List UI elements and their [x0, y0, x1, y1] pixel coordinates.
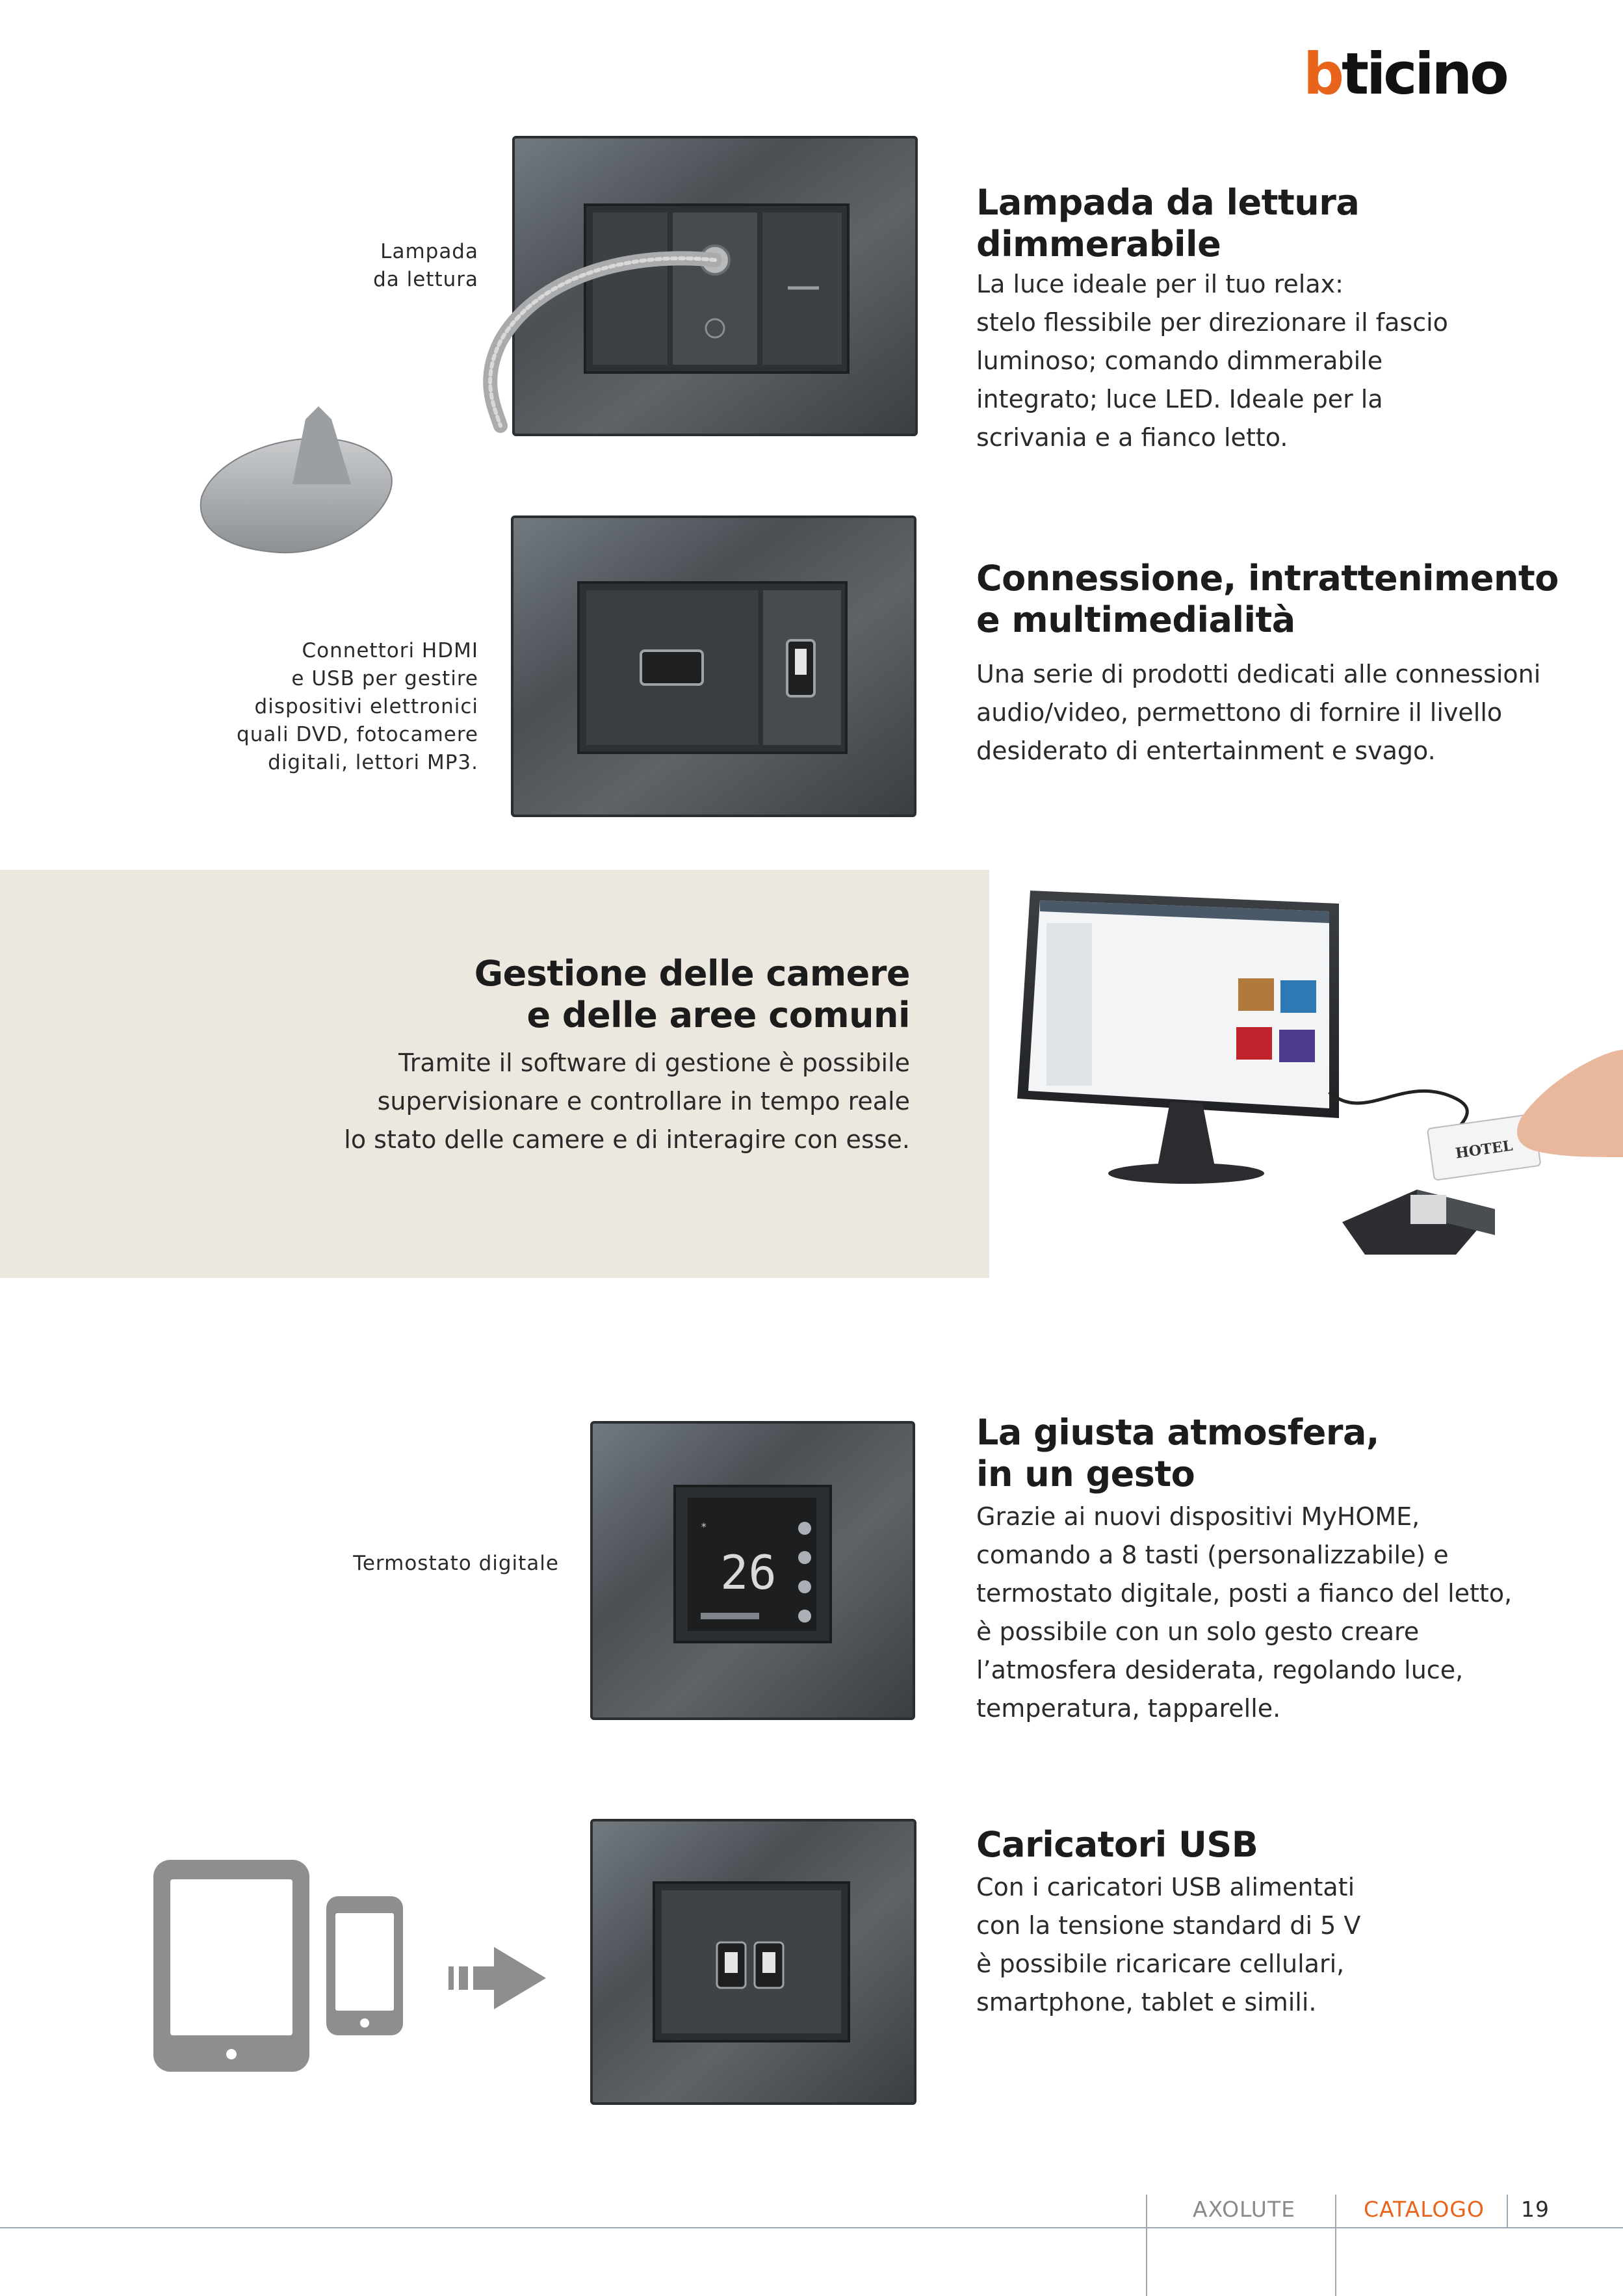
title-connessione-line2: e multimedialità	[976, 599, 1295, 640]
body-lampada-1: La luce ideale per il tuo relax:	[976, 270, 1344, 298]
body-atmosfera-2: comando a 8 tasti (personalizzabile) e	[976, 1541, 1449, 1569]
title-gestione-line1: Gestione delle camere	[474, 953, 910, 994]
body-lampada-4: integrato; luce LED. Ideale per la	[976, 385, 1383, 413]
title-atmosfera-line1: La giusta atmosfera,	[976, 1412, 1379, 1453]
body-atmosfera-3: termostato digitale, posti a fianco del letto,	[976, 1579, 1513, 1608]
svg-text:26: 26	[720, 1545, 777, 1600]
footer-divider-1	[1146, 2195, 1147, 2296]
body-atmosfera-4: è possibile con un solo gesto creare	[976, 1617, 1420, 1646]
footer-axolute: AXOLUTE	[1193, 2197, 1295, 2222]
title-connessione-line1: Connessione, intrattenimento	[976, 558, 1559, 599]
footer-catalogo: CATALOGO	[1364, 2197, 1485, 2222]
title-atmosfera-line2: in un gesto	[976, 1454, 1195, 1494]
hdmi-usb-plate-image	[511, 515, 918, 818]
body-atmosfera-1: Grazie ai nuovi dispositivi MyHOME,	[976, 1502, 1420, 1531]
reading-lamp-image	[195, 133, 923, 562]
body-lampada-3: luminoso; comando dimmerabile	[976, 346, 1383, 375]
body-lampada-2: stelo flessibile per direzionare il fascio	[976, 308, 1448, 337]
body-caricatori-1: Con i caricatori USB alimentati	[976, 1873, 1355, 1901]
devices-to-charger-illustration	[149, 1856, 565, 2077]
logo-rest: ticino	[1342, 40, 1507, 107]
hotel-card-text: HOTEL	[1454, 1137, 1514, 1162]
thermostat-plate-image	[590, 1421, 916, 1721]
body-lampada-5: scrivania e a fianco letto.	[976, 423, 1288, 452]
title-lampada-line1: Lampada da lettura	[976, 182, 1360, 223]
body-atmosfera-6: temperatura, tapparelle.	[976, 1694, 1281, 1723]
body-connessione-2: audio/video, permettono di fornire il livello	[976, 698, 1503, 727]
logo-b: b	[1303, 40, 1342, 107]
monitor-and-card-reader-image	[1001, 884, 1623, 1274]
arrow-right-icon	[448, 1947, 546, 2009]
body-connessione-3: desiderato di entertainment e svago.	[976, 737, 1436, 765]
body-caricatori-4: smartphone, tablet e simili.	[976, 1988, 1317, 2016]
caption-termostato: Termostato digitale	[353, 1552, 559, 1575]
body-gestione-1: Tramite il software di gestione è possibile	[398, 1049, 910, 1077]
body-gestione-3: lo stato delle camere e di interagire con esse.	[344, 1125, 910, 1154]
footer-divider-3	[1507, 2195, 1508, 2227]
title-caricatori: Caricatori USB	[976, 1824, 1258, 1865]
body-connessione-1: Una serie di prodotti dedicati alle connessioni	[976, 660, 1541, 688]
footer-rule	[0, 2227, 1623, 2228]
body-caricatori-3: è possibile ricaricare cellulari,	[976, 1950, 1345, 1978]
body-caricatori-2: con la tensione standard di 5 V	[976, 1911, 1361, 1940]
caption-connettori: Connettori HDMI e USB per gestire dispositivi elettronici quali DVD, fotocamere digitali, lettori MP3.	[237, 639, 478, 774]
brand-logo	[1303, 40, 1507, 107]
page-number: 19	[1521, 2197, 1550, 2222]
svg-text:*: *	[701, 1520, 707, 1533]
tablet-icon	[153, 1860, 309, 2072]
body-gestione-2: supervisionare e controllare in tempo reale	[377, 1087, 910, 1115]
smartphone-icon	[326, 1896, 403, 2035]
caption-lampada: Lampada da lettura	[373, 240, 478, 291]
usb-charger-plate-image	[590, 1819, 918, 2106]
title-gestione-line2: e delle aree comuni	[526, 995, 910, 1036]
footer-divider-2	[1335, 2195, 1336, 2296]
body-atmosfera-5: l’atmosfera desiderata, regolando luce,	[976, 1656, 1464, 1684]
title-lampada-line2: dimmerabile	[976, 224, 1221, 265]
